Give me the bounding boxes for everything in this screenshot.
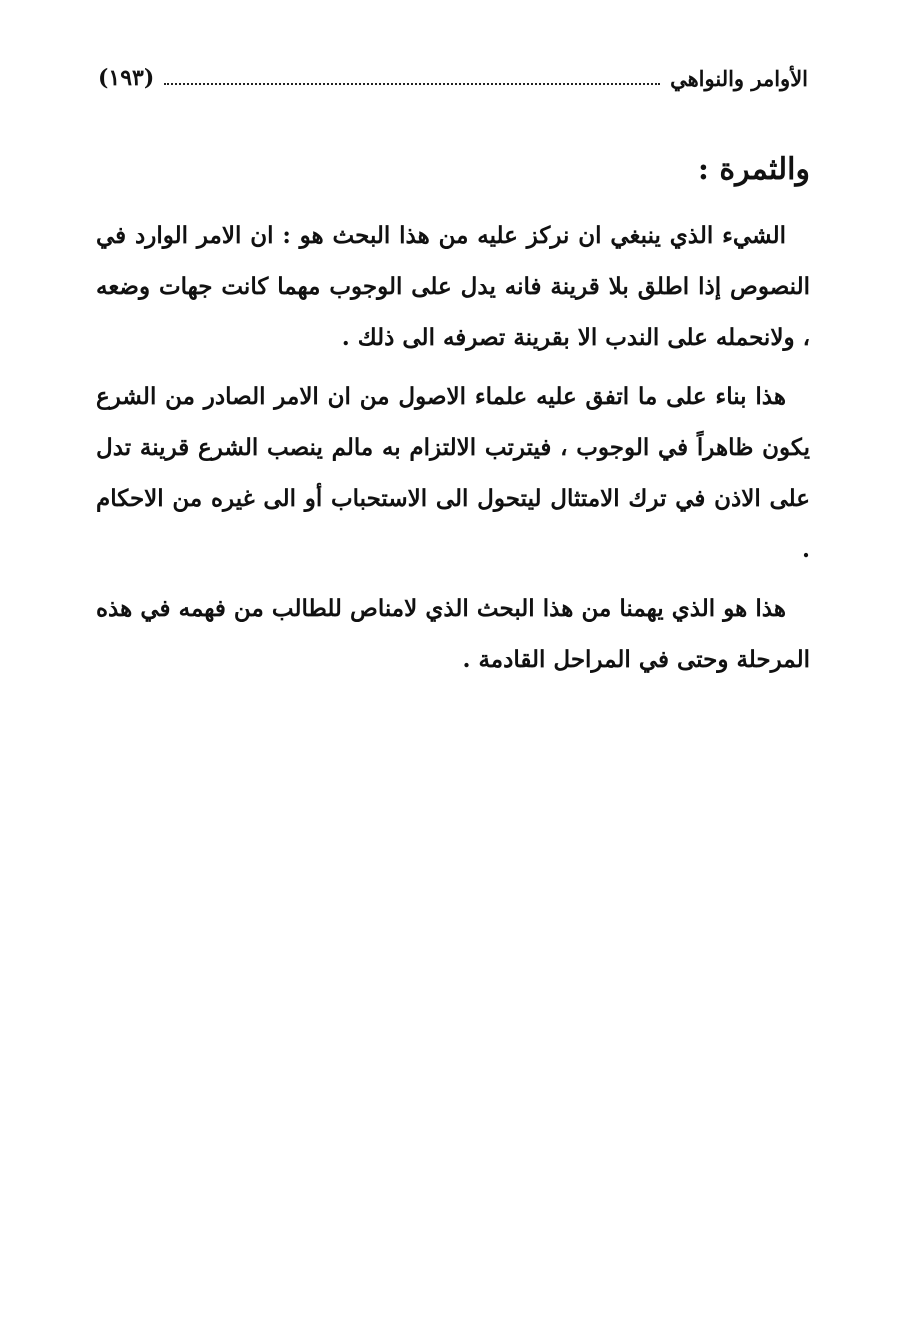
page-number: (١٩٣) <box>98 65 155 91</box>
leader-dots <box>164 83 660 85</box>
paragraph-2: هذا بناء على ما اتفق عليه علماء الاصول من ان الامر الصادر من الشرع يكون ظاهراً في الوجوب ، فيترتب الالتزام به مالم ينصب الشرع قرينة تدل على الاذن في ترك الامتثال ليتحول الى الاستحباب أو الى غيره من الاحكام . <box>96 383 810 563</box>
section-heading: والثمرة : <box>697 152 810 187</box>
paragraph-3: هذا هو الذي يهمنا من هذا البحث الذي لامناص للطالب من فهمه في هذه المرحلة وحتى في المراحل القادمة . <box>96 595 810 673</box>
running-header <box>98 58 808 98</box>
paragraph-1: الشيء الذي ينبغي ان نركز عليه من هذا البحث هو : ان الامر الوارد في النصوص إذا اطلق بلا قرينة فانه يدل على الوجوب مهما كانت جهات وضعه ، ولانحمله على الندب الا بقرينة تصرفه الى ذلك . <box>96 222 810 351</box>
running-title: الأوامر والنواهي <box>670 65 808 91</box>
page-body <box>96 148 810 693</box>
